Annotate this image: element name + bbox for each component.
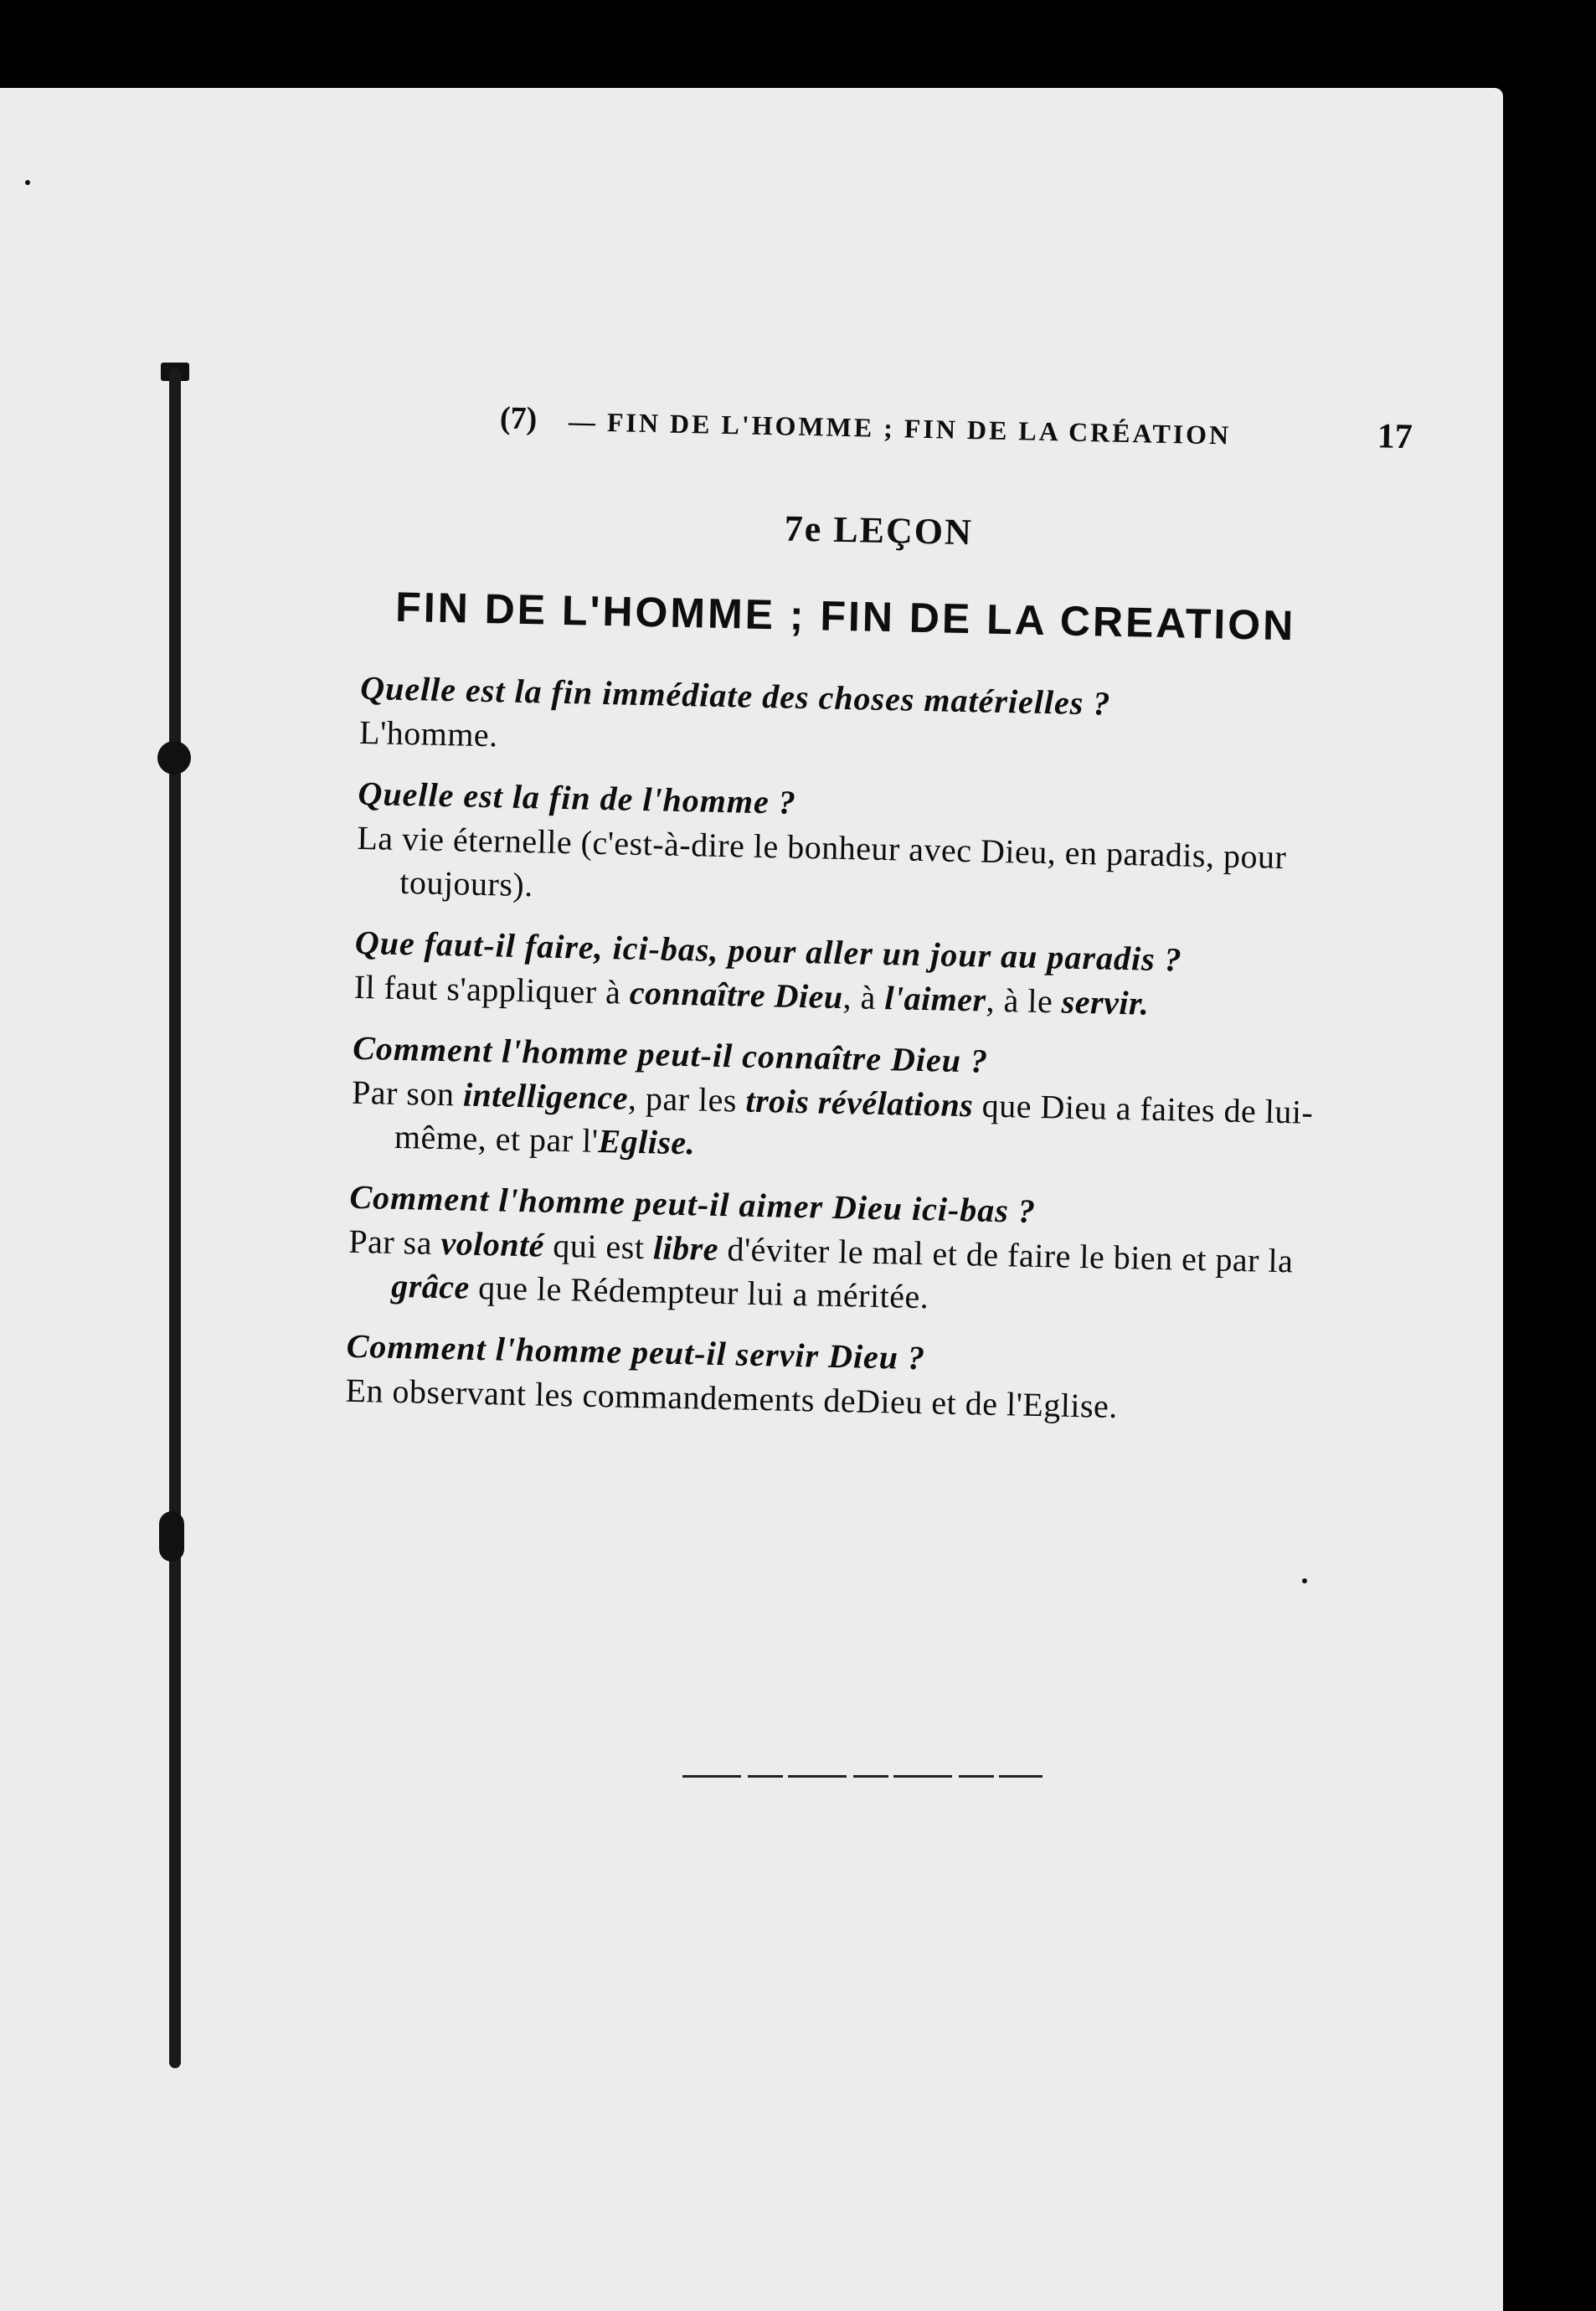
question: Comment l'homme peut-il servir Dieu ? [346,1326,926,1377]
answer-emphasis: libre [652,1228,719,1268]
scan-border-top [0,0,1596,88]
answer-text: La vie éternelle (c'est-à-dire le bonheur avec Dieu, en paradis, pour toujours). [357,818,1287,904]
speck [1302,1578,1307,1583]
question: Quelle est la fin immédiate des choses matérielles ? [359,668,1111,723]
page-content [345,297,1413,1426]
question: Quelle est la fin de l'homme ? [358,774,797,821]
answer-emphasis: volonté [440,1224,545,1264]
end-rule [682,1775,1043,1778]
answer-text: En observant les commandements deDieu et de l'Eglise. [345,1371,1119,1426]
book-page [0,88,1503,2311]
binding-knob-upper [157,741,191,775]
answer-emphasis: servir. [1061,982,1150,1022]
running-head [499,400,1413,457]
page-number: 17 [1377,417,1413,457]
binding-knob-lower [159,1511,184,1562]
answer-emphasis: l'aimer [883,979,987,1019]
question: Comment l'homme peut-il connaître Dieu ? [352,1028,989,1080]
answer-text: que Dieu a faites de lui-même, et par l' [394,1086,1314,1160]
answer-text: d'éviter le mal et de faire le bien et par la [718,1230,1294,1280]
speck [25,180,30,185]
answer-text: , par les [627,1078,746,1119]
answer-emphasis: trois révélations [745,1081,974,1125]
answer-text: qui est [543,1226,654,1267]
answer-emphasis: intelligence [462,1075,629,1117]
question: Que faut-il faire, ici-bas, pour aller un jour au paradis ? [354,923,1183,979]
answer-text: Par son [351,1073,464,1114]
answer-text: Il faut s'appliquer à [353,967,631,1011]
answer-text: L'homme. [358,713,499,754]
answer-text: que le Rédempteur lui a méritée. [469,1268,929,1316]
question: Comment l'homme peut-il aimer Dieu ici-bas ? [349,1177,1037,1230]
answer-text: , à le [986,981,1063,1021]
running-title: — FIN DE L'HOMME ; FIN DE LA CRÉATION [568,406,1232,450]
answer-emphasis: Eglise. [597,1121,696,1162]
lesson-title: FIN DE L'HOMME ; FIN DE LA CREATION [394,583,1296,650]
answer-text: Par sa [348,1222,441,1263]
chapter-number: (7) [499,400,538,437]
lesson-label: 7e LEÇON [784,507,974,553]
question-answer-list [345,666,1366,1450]
answer-emphasis: connaître Dieu [629,973,844,1017]
binding-spine [169,368,181,2068]
scan-border-right [1503,0,1596,2311]
answer-text: , à [842,978,885,1017]
answer-emphasis: grâce [390,1266,471,1306]
